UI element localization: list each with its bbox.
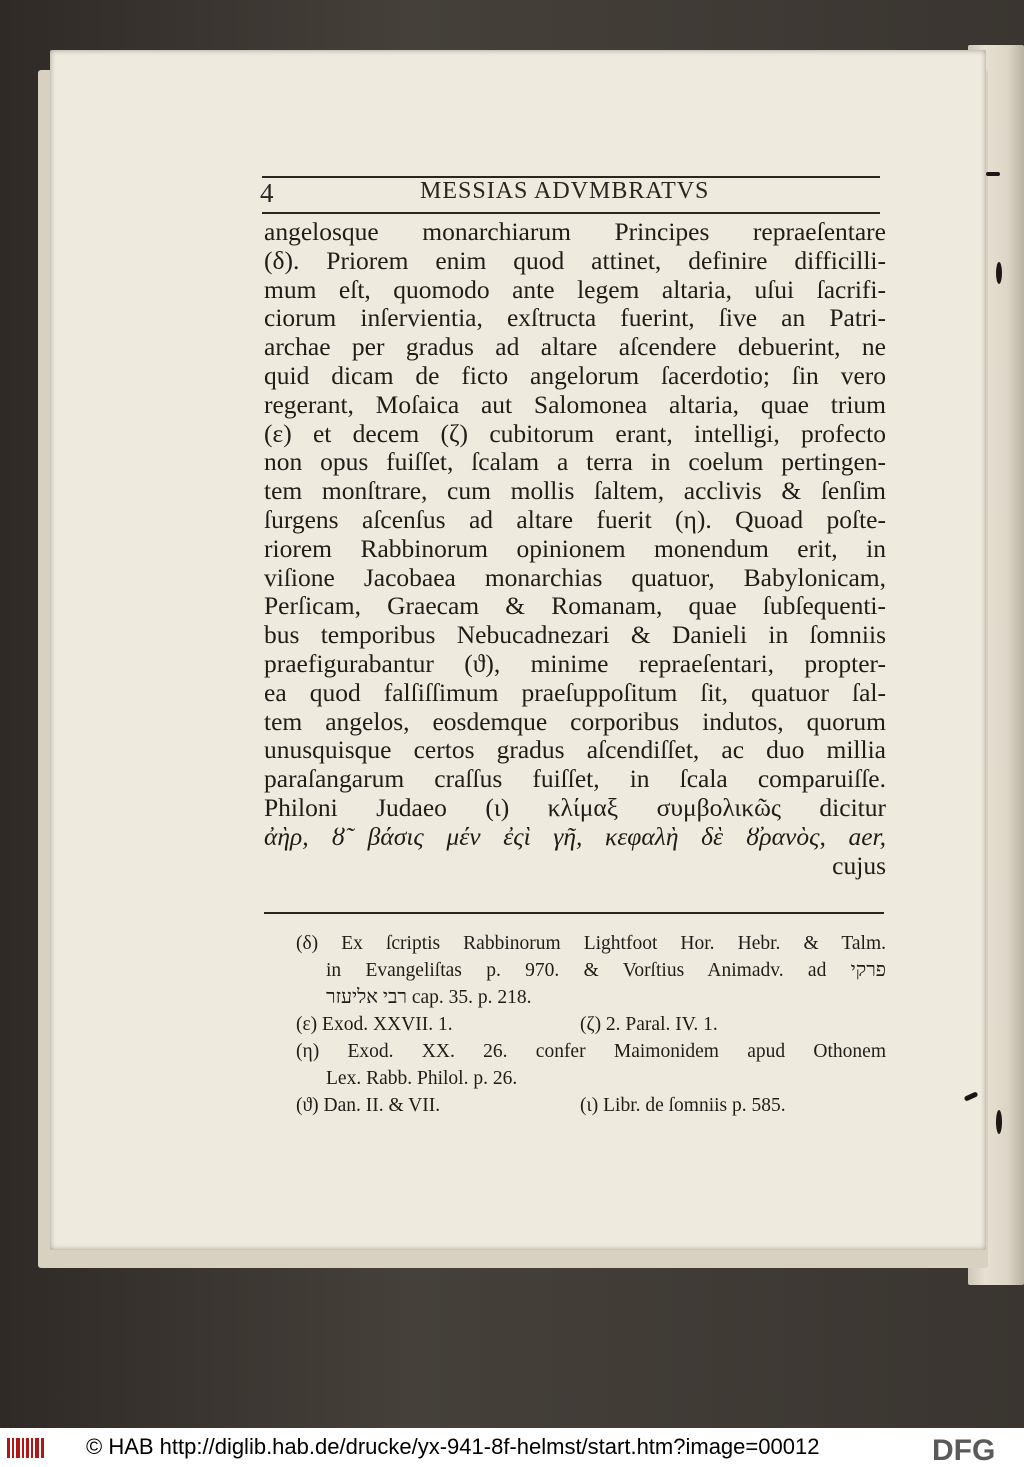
footnote-row — [296, 1011, 886, 1038]
text-line: ciorum inſervientia, exſtructa fuerint, ſive an Patri- — [264, 303, 886, 333]
text-line: regerant, Moſaica aut Salomonea altaria, quae trium — [264, 389, 886, 419]
footnote-row — [296, 1092, 886, 1119]
text-line: (ε) et decem (ζ) cubitorum erant, intelligi, profecto — [264, 418, 886, 448]
footnote-zeta: (ζ) 2. Paral. IV. 1. — [580, 1014, 718, 1035]
footnote-rule — [264, 912, 884, 914]
margin-ink-mark — [996, 1110, 1002, 1134]
body-text — [264, 218, 886, 880]
text-line: tem angelos, eosdemque corporibus indutos, quorum — [264, 706, 886, 736]
footnote-epsilon: (ε) Exod. XXVII. 1. — [296, 1014, 453, 1035]
text-line: non opus fuiſſet, ſcalam a terra in coelum pertingen- — [264, 447, 886, 477]
footnote-delta: (δ) Ex ſcriptis Rabbinorum Lightfoot Hor. Hebr. & Talm. — [296, 933, 886, 954]
header-bottom-rule — [262, 212, 880, 214]
text-line: praefigurabantur (ϑ), minime repraeſentari, propter- — [264, 648, 886, 678]
margin-ink-mark — [986, 172, 1000, 176]
text-line: ea quod falſiſſimum praeſuppoſitum ſit, quatuor ſal- — [264, 677, 886, 707]
page-number: 4 — [260, 178, 274, 208]
footnote-eta-cont: Lex. Rabb. Philol. p. 26. — [326, 1068, 518, 1089]
text-line: quid dicam de ficto angelorum ſacerdotio; ſin vero — [264, 360, 886, 390]
text-line: Perſicam, Graecam & Romanam, quae ſubſequenti- — [264, 591, 886, 621]
text-line: (δ). Priorem enim quod attinet, definire difficilli- — [264, 245, 886, 275]
hab-barcode-logo-icon[interactable] — [6, 1435, 46, 1461]
catchword: cujus — [832, 850, 886, 880]
text-line: archae per gradus ad altare aſcendere debuerint, ne — [264, 332, 886, 362]
footnote-theta: (ϑ) Dan. II. & VII. — [296, 1095, 441, 1116]
footnotes — [296, 930, 886, 1119]
footnote-eta: (η) Exod. XX. 26. confer Maimonidem apud Othonem — [296, 1041, 886, 1062]
text-line: angelosque monarchiarum Principes repraeſentare — [264, 217, 886, 246]
dfg-logo — [930, 1431, 1020, 1465]
text-line-greek: ἀὴρ, ȣ̃ βάσις μέν ἐςὶ γῆ, κεφαλὴ δὲ ȣ̓ρανὸς, aer, — [264, 821, 886, 851]
text-line: paraſangarum craſſus fuiſſet, in ſcala comparuiſſe. — [264, 764, 886, 794]
footnote-delta-cont: רבי אליעזר cap. 35. p. 218. — [326, 987, 532, 1008]
citation-link[interactable]: © HAB http://diglib.hab.de/drucke/yx-941-8f-helmst/start.htm?image=00012 — [86, 1434, 820, 1459]
dfg-logo-text: DFG — [932, 1434, 996, 1465]
text-line: riorem Rabbinorum opinionem monendum erit, in — [264, 533, 886, 563]
text-line: mum eſt, quomodo ante legem altaria, uſui ſacrifi- — [264, 274, 886, 304]
text-line: tem monſtrare, cum mollis ſaltem, acclivis & ſenſim — [264, 476, 886, 506]
footnote-iota: (ι) Libr. de ſomniis p. 585. — [580, 1095, 786, 1116]
running-head: MESSIAS ADVMBRATVS — [420, 178, 710, 204]
text-line: unusquisque certos gradus aſcendiſſet, ac duo millia — [264, 735, 886, 765]
footnote-delta-cont: in Evangeliſtas p. 970. & Vorſtius Animadv. ad פרקי — [326, 960, 886, 981]
viewer-footer — [0, 1428, 1024, 1467]
text-line: viſione Jacobaea monarchias quatuor, Babylonicam, — [264, 562, 886, 592]
margin-ink-mark — [996, 262, 1002, 284]
text-line: bus temporibus Nebucadnezari & Danieli in ſomniis — [264, 620, 886, 650]
text-line: ſurgens aſcenſus ad altare fuerit (η). Quoad poſte- — [264, 504, 886, 534]
text-line: Philoni Judaeo (ι) κλίμαξ συμβολικῶς dicitur — [264, 792, 886, 822]
